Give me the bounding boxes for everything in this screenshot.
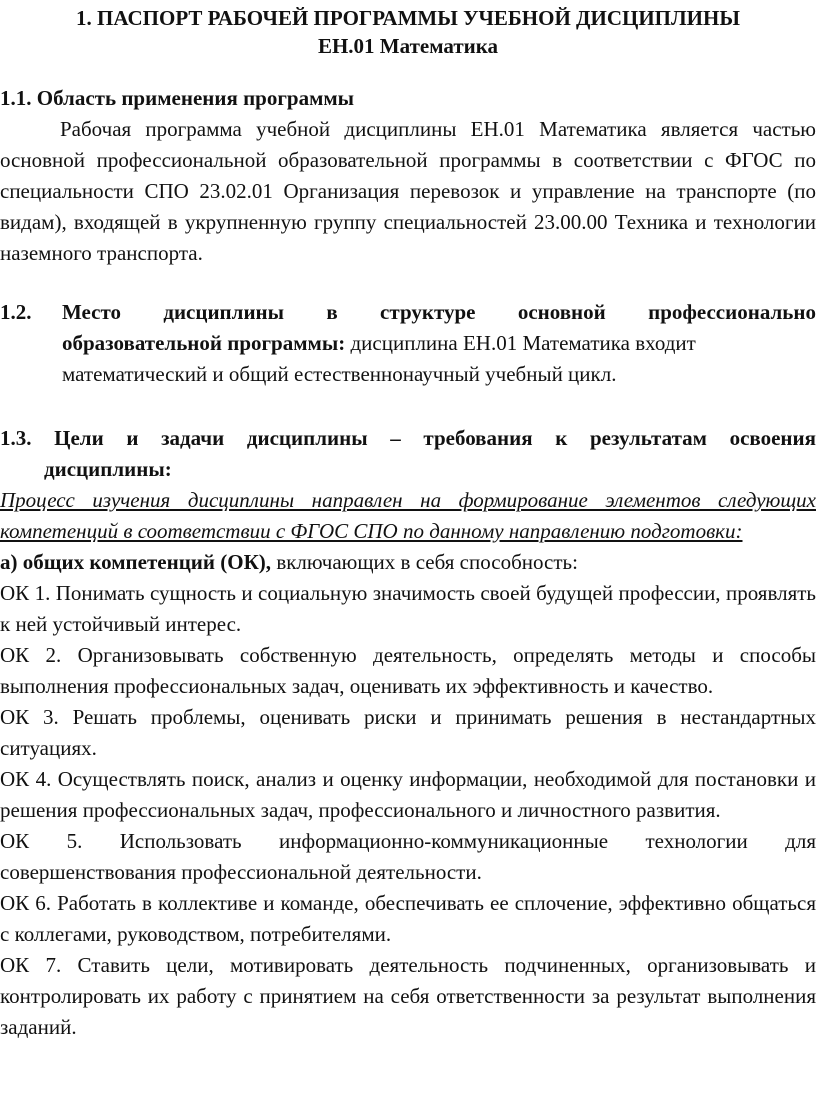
section-1-2-number: 1.2. (0, 300, 32, 324)
section-1-2-body: дисциплина ЕН.01 Математика входит (345, 331, 696, 355)
competency-item: ОК 3. Решать проблемы, оценивать риски и принимать решения в нестандартных ситуациях. (0, 705, 816, 760)
competency-item: ОК 2. Организовывать собственную деятельность, определять методы и способы выполнения профессиональных задач, оценивать их эффективность и качество. (0, 643, 816, 698)
general-competencies-text: включающих в себя способность: (271, 550, 578, 574)
section-1-3 (0, 423, 816, 1043)
general-competencies-line (0, 547, 816, 578)
section-1-1 (0, 83, 816, 269)
section-1-2-body-cont: математический и общий естественнонаучный учебный цикл. (62, 362, 617, 386)
general-competencies-label: а) общих компетенций (ОК), (0, 550, 272, 574)
title-line-2: ЕН.01 Математика (317, 34, 499, 58)
section-1-3-intro: Процесс изучения дисциплины направлен на формирование элементов следующих компетенций в соответствии с ФГОС СПО по данному направлению подготовки: (0, 488, 816, 543)
title-line-1: 1. ПАСПОРТ РАБОЧЕЙ ПРОГРАММЫ УЧЕБНОЙ ДИСЦИПЛИНЫ (76, 6, 740, 30)
competency-item: ОК 5. Использовать информационно-коммуникационные технологии для совершенствования профессиональной деятельности. (0, 829, 816, 884)
competency-item: ОК 4. Осуществлять поиск, анализ и оценку информации, необходимой для постановки и решения профессиональных задач, профессионального и личностного развития. (0, 767, 816, 822)
section-1-2 (0, 297, 816, 390)
section-1-2-heading-cont: образовательной программы: (62, 331, 346, 355)
competency-item: ОК 1. Понимать сущность и социальную значимость своей будущей профессии, проявлять к ней устойчивый интерес. (0, 581, 816, 636)
section-1-3-heading-cont: дисциплины: (44, 457, 172, 481)
section-1-2-heading: Место дисциплины в структуре основной профессионально (62, 300, 816, 324)
competency-list (0, 578, 816, 1043)
competency-item: ОК 7. Ставить цели, мотивировать деятельность подчиненных, организовывать и контролировать их работу с принятием на себя ответственности за результат выполнения заданий. (0, 953, 816, 1039)
section-1-3-heading: 1.3. Цели и задачи дисциплины – требования к результатам освоения (0, 426, 816, 450)
document-title (0, 4, 816, 60)
competency-item: ОК 6. Работать в коллективе и команде, обеспечивать ее сплочение, эффективно общаться с коллегами, руководством, потребителями. (0, 891, 816, 946)
section-1-1-heading: 1.1. Область применения программы (0, 86, 355, 110)
section-1-1-body: Рабочая программа учебной дисциплины ЕН.01 Математика является частью основной профессиональной образовательной программы в соответствии с ФГОС по специальности СПО 23.02.01 Организация перевозок и управление на транспорте (по видам), входящей в укрупненную группу специальностей 23.00.00 Техника и технологии наземного транспорта. (0, 117, 816, 265)
